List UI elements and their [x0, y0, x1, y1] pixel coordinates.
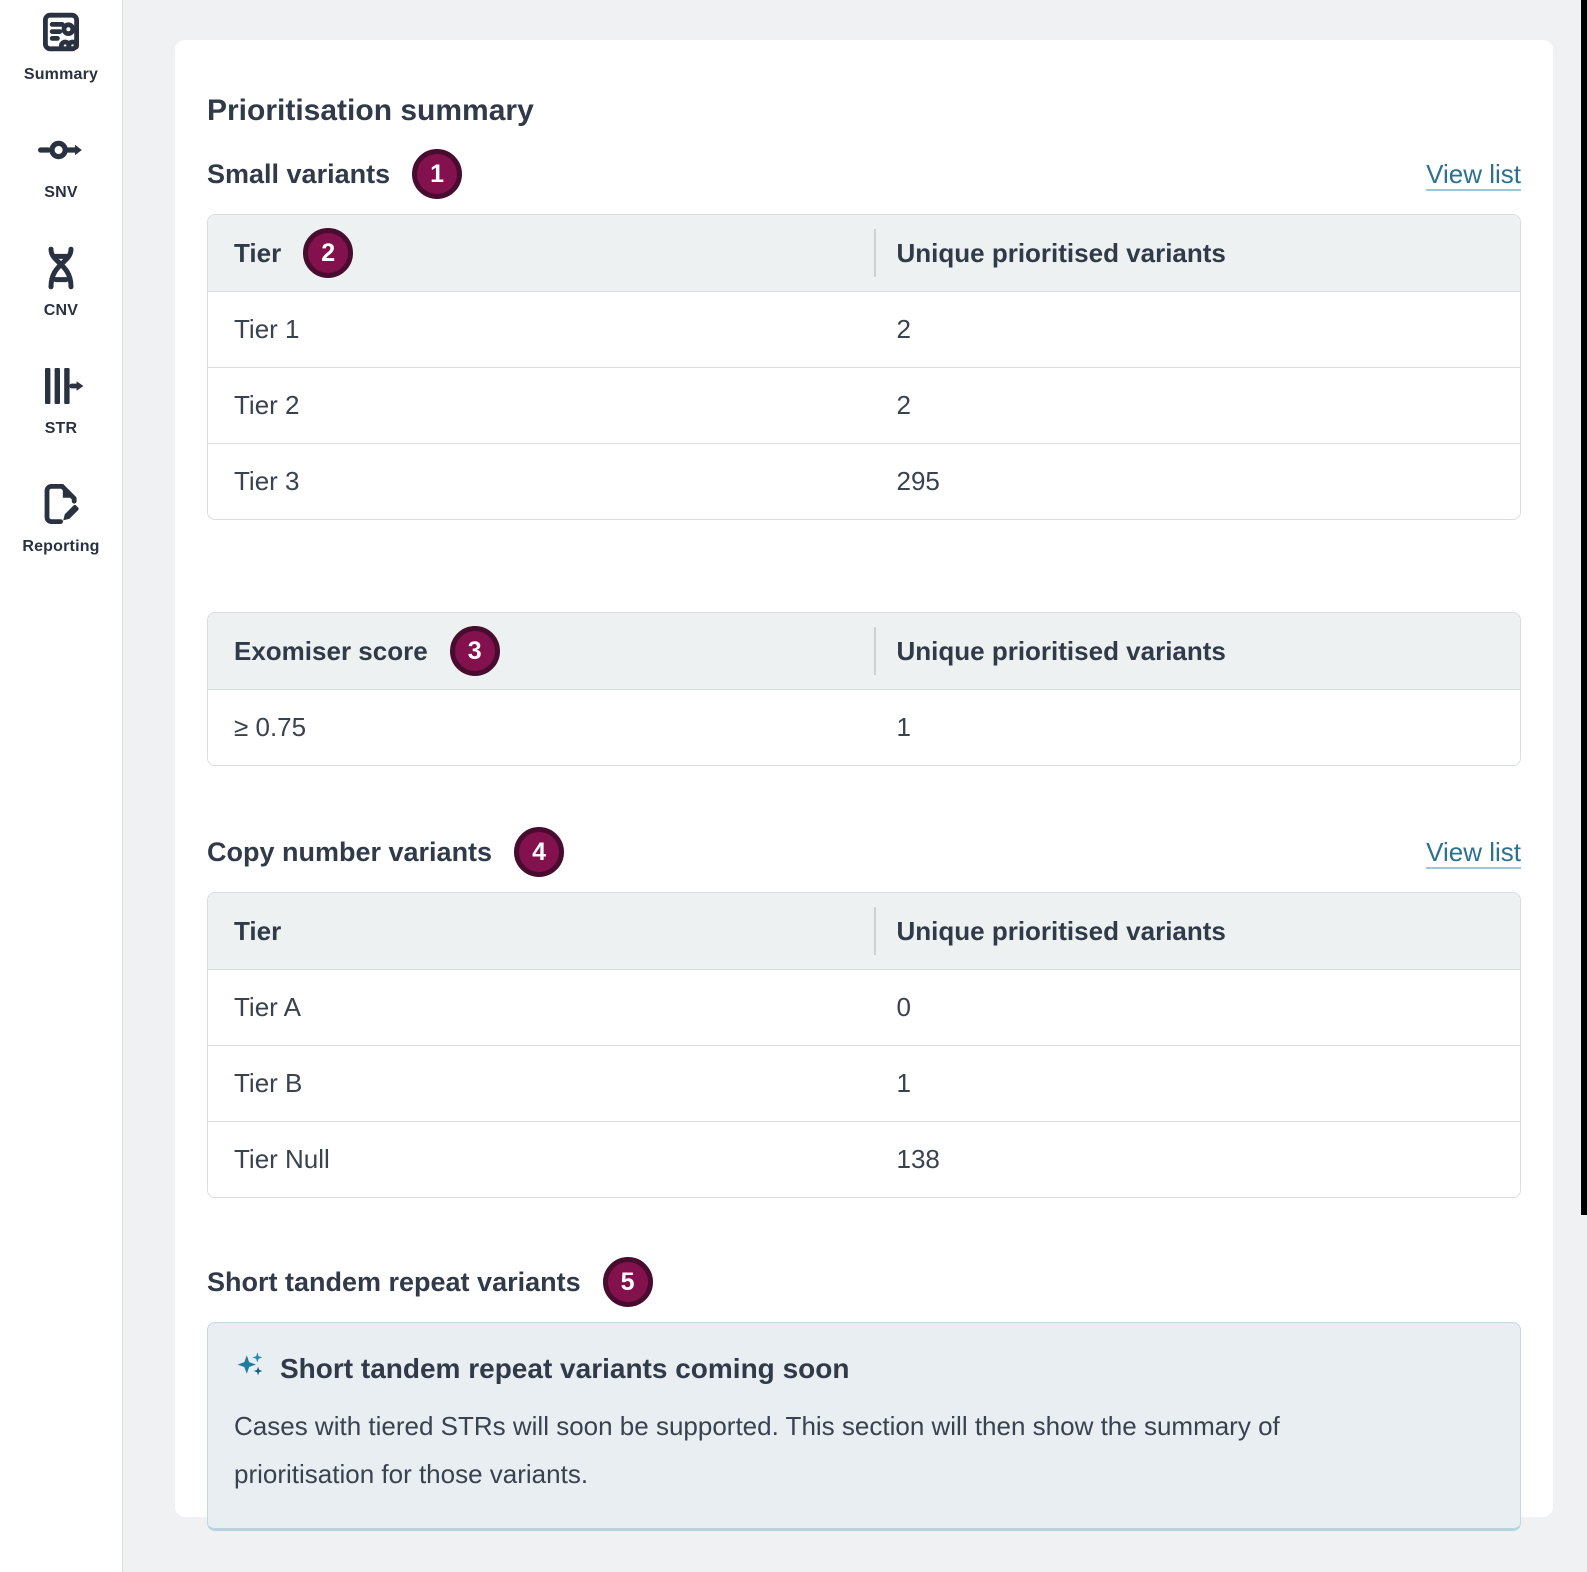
count-cell: 2 — [896, 314, 911, 344]
score-cell: ≥ 0.75 — [234, 712, 307, 742]
copy-number-variants-view-list-link[interactable]: View list — [1426, 836, 1521, 867]
page-title: Prioritisation summary — [207, 94, 534, 127]
table-row — [208, 367, 1520, 443]
short-tandem-repeat-heading: Short tandem repeat variants — [207, 1266, 581, 1297]
cnv-dna-icon — [35, 244, 87, 292]
tier-cell: Tier 3 — [234, 466, 300, 496]
column-header-tier: Tier — [234, 915, 282, 946]
tier-cell: Tier A — [234, 992, 301, 1022]
sidebar-item-label: Summary — [23, 66, 99, 83]
annotation-badge-4: 4 — [514, 827, 564, 877]
sidebar-item-cnv[interactable] — [35, 244, 87, 320]
annotation-badge-1: 1 — [412, 149, 462, 199]
small-variants-heading: Small variants — [207, 158, 391, 189]
count-cell: 2 — [896, 390, 911, 420]
annotation-badge-3: 3 — [450, 626, 500, 676]
notice-body: Cases with tiered STRs will soon be supported. This section will then show the summary of prioritisation for those variants. — [234, 1411, 1280, 1490]
column-header-exomiser-score: Exomiser score — [234, 635, 428, 666]
copy-number-variants-tier-table — [207, 892, 1521, 1198]
str-icon — [35, 362, 87, 410]
small-variants-view-list-link[interactable]: View list — [1426, 158, 1521, 189]
main-content — [124, 0, 1587, 1572]
reporting-document-pencil-icon — [35, 480, 87, 528]
summary-report-icon — [35, 8, 87, 56]
table-header-row — [208, 613, 1520, 689]
snv-icon — [35, 126, 87, 174]
table-row — [208, 689, 1520, 765]
sidebar-item-str[interactable] — [35, 362, 87, 438]
sparkles-icon — [234, 1349, 268, 1388]
small-variants-tier-table — [207, 214, 1521, 520]
small-variants-section-header — [207, 148, 1521, 200]
short-tandem-repeat-section-header — [207, 1256, 1521, 1308]
table-row — [208, 1121, 1520, 1197]
notice-title: Short tandem repeat variants coming soon — [280, 1352, 850, 1384]
copy-number-variants-heading: Copy number variants — [207, 836, 493, 867]
table-row — [208, 1045, 1520, 1121]
tier-cell: Tier B — [234, 1068, 303, 1098]
sidebar-item-label: Reporting — [22, 538, 100, 555]
annotation-badge-5: 5 — [603, 1257, 653, 1307]
column-header-tier: Tier — [234, 237, 282, 268]
table-header-row — [208, 215, 1520, 291]
sidebar-item-label: CNV — [43, 302, 79, 319]
tier-cell: Tier Null — [234, 1144, 330, 1174]
tier-cell: Tier 2 — [234, 390, 300, 420]
table-header-row — [208, 893, 1520, 969]
count-cell: 0 — [896, 992, 911, 1022]
sidebar — [0, 0, 123, 1572]
sidebar-item-reporting[interactable] — [22, 480, 99, 556]
count-cell: 1 — [896, 712, 911, 742]
exomiser-score-table — [207, 612, 1521, 766]
sidebar-item-summary[interactable] — [24, 8, 98, 84]
table-row — [208, 443, 1520, 519]
column-header-unique-prioritised-variants: Unique prioritised variants — [896, 237, 1226, 268]
scrollbar[interactable] — [1581, 0, 1587, 1215]
column-header-unique-prioritised-variants: Unique prioritised variants — [896, 915, 1226, 946]
tier-cell: Tier 1 — [234, 314, 300, 344]
annotation-badge-2: 2 — [303, 228, 353, 278]
table-row — [208, 291, 1520, 367]
sidebar-item-label: STR — [44, 420, 78, 437]
sidebar-item-snv[interactable] — [35, 126, 87, 202]
table-row — [208, 969, 1520, 1045]
count-cell: 295 — [896, 466, 940, 496]
count-cell: 138 — [896, 1144, 940, 1174]
copy-number-variants-section-header — [207, 826, 1521, 878]
str-coming-soon-notice — [207, 1322, 1521, 1531]
prioritisation-summary-card — [175, 40, 1553, 1517]
sidebar-item-label: SNV — [44, 184, 78, 201]
column-header-unique-prioritised-variants: Unique prioritised variants — [896, 635, 1226, 666]
count-cell: 1 — [896, 1068, 911, 1098]
